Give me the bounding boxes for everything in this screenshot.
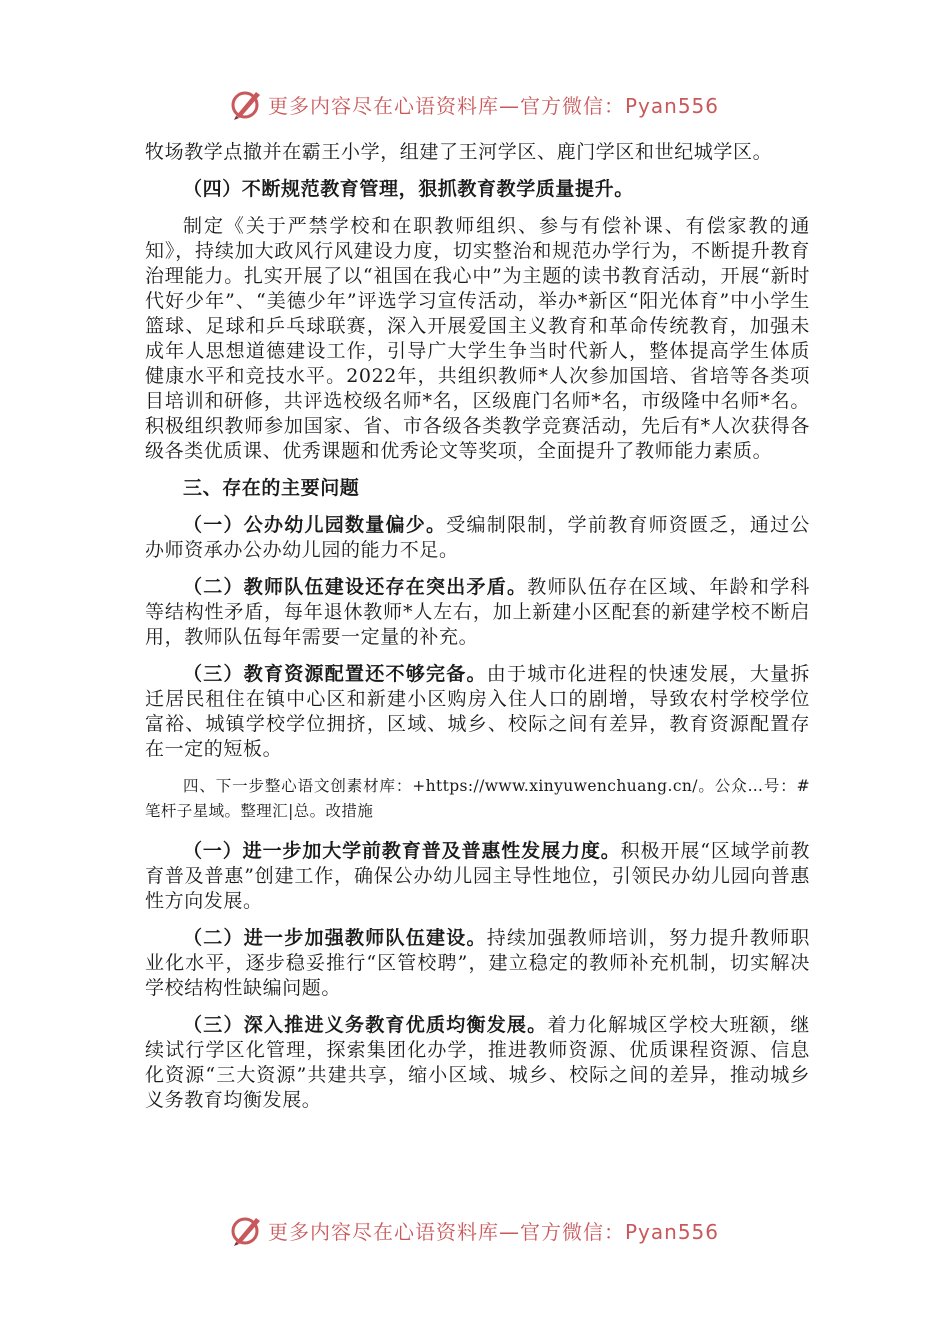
problem-1 <box>145 513 810 563</box>
header-banner <box>228 84 719 124</box>
measure-1-body: 积极开展“区域学前教育普及普惠”创建工作，确保公办幼儿园主导性地位，引领民办幼儿园向普惠性方向发展。 <box>145 840 811 912</box>
paragraph-management: 制定《关于严禁学校和在职教师组织、参与有偿补课、有偿家教的通知》，持续加大政风行风建设力度，切实整治和规范办学行为，不断提升教育治理能力。扎实开展了以“祖国在我心中”为主题的读书教育活动，开展“新时代好少年”、“美德少年”评选学习宣传活动，举办*新区“阳光体育”中小学生篮球、足球和乒乓球联赛，深入开展爱国主义教育和革命传统教育，加强未成年人思想道德建设工作，引导广大学生争当时代新人，整体提高学生体质健康水平和竞技水平。2022年，共组织教师*人次参加国培、省培等各类项目培训和研修，共评选校级名师*名，区级鹿门名师*名，市级隆中名师*名。积极组织教师参加国家、省、市各级各类教学竞赛活动，先后有*人次获得各级各类优质课、优秀课题和优秀论文等奖项，全面提升了教师能力素质。 <box>145 215 810 462</box>
measure-3-heading: （三）深入推进义务教育优质均衡发展。 <box>183 1014 548 1036</box>
measure-3 <box>145 1013 810 1113</box>
problem-2 <box>145 575 810 650</box>
measure-2-heading: （二）进一步加强教师队伍建设。 <box>183 927 487 949</box>
measure-1-heading: （一）进一步加大学前教育普及普惠性发展力度。 <box>183 840 621 862</box>
document-body <box>145 140 810 1113</box>
section-heading-measures: 四、下一步整心语文创素材库：+https://www.xinyuwenchuang.cn/。公众…号：#笔杆子星域。整理汇|总。改措施 <box>145 777 810 820</box>
measure-2 <box>145 926 810 1001</box>
problem-3-body: 由于城市化进程的快速发展，大量拆迁居民租住在镇中心区和新建小区购房入住人口的剧增，导致农村学校学位富裕、城镇学校学位拥挤，区域、城乡、校际之间有差异，教育资源配置存在一定的短板。 <box>145 663 810 760</box>
header-banner-text: 更多内容尽在心语资料库—官方微信：Pyan556 <box>268 93 720 118</box>
measure-2-body: 持续加强教师培训，努力提升教师职业化水平，逐步稳妥推行“区管校聘”，建立稳定的教师补充机制，切实解决学校结构性缺编问题。 <box>145 927 810 999</box>
pen-logo-icon <box>228 86 264 122</box>
problem-2-heading: （二）教师队伍建设还存在突出矛盾。 <box>183 576 528 598</box>
pen-logo-icon <box>228 1212 264 1248</box>
footer-banner-text: 更多内容尽在心语资料库—官方微信：Pyan556 <box>268 1219 720 1244</box>
problem-2-body: 教师队伍存在区域、年龄和学科等结构性矛盾，每年退休教师*人左右，加上新建小区配套的新建学校不断启用，教师队伍每年需要一定量的补充。 <box>145 576 811 648</box>
problem-3 <box>145 662 810 762</box>
section-heading-problems: 三、存在的主要问题 <box>183 477 360 499</box>
measure-3-body: 着力化解城区学校大班额，继续试行学区化管理，探索集团化办学，推进教师资源、优质课程资源、信息化资源“三大资源”共建共享，缩小区域、城乡、校际之间的差异，推动城乡义务教育均衡发展。 <box>145 1014 810 1111</box>
measure-1 <box>145 839 810 914</box>
paragraph-continuation: 牧场教学点撤并在霸王小学，组建了王河学区、鹿门学区和世纪城学区。 <box>145 141 773 163</box>
problem-1-heading: （一）公办幼儿园数量偏少。 <box>183 514 447 536</box>
problem-1-body: 受编制限制，学前教育师资匮乏，通过公办师资承办公办幼儿园的能力不足。 <box>145 514 810 561</box>
problem-3-heading: （三）教育资源配置还不够完备。 <box>183 663 487 685</box>
section-heading-4: （四）不断规范教育管理，狠抓教育教学质量提升。 <box>183 178 634 200</box>
footer-banner <box>228 1210 719 1250</box>
